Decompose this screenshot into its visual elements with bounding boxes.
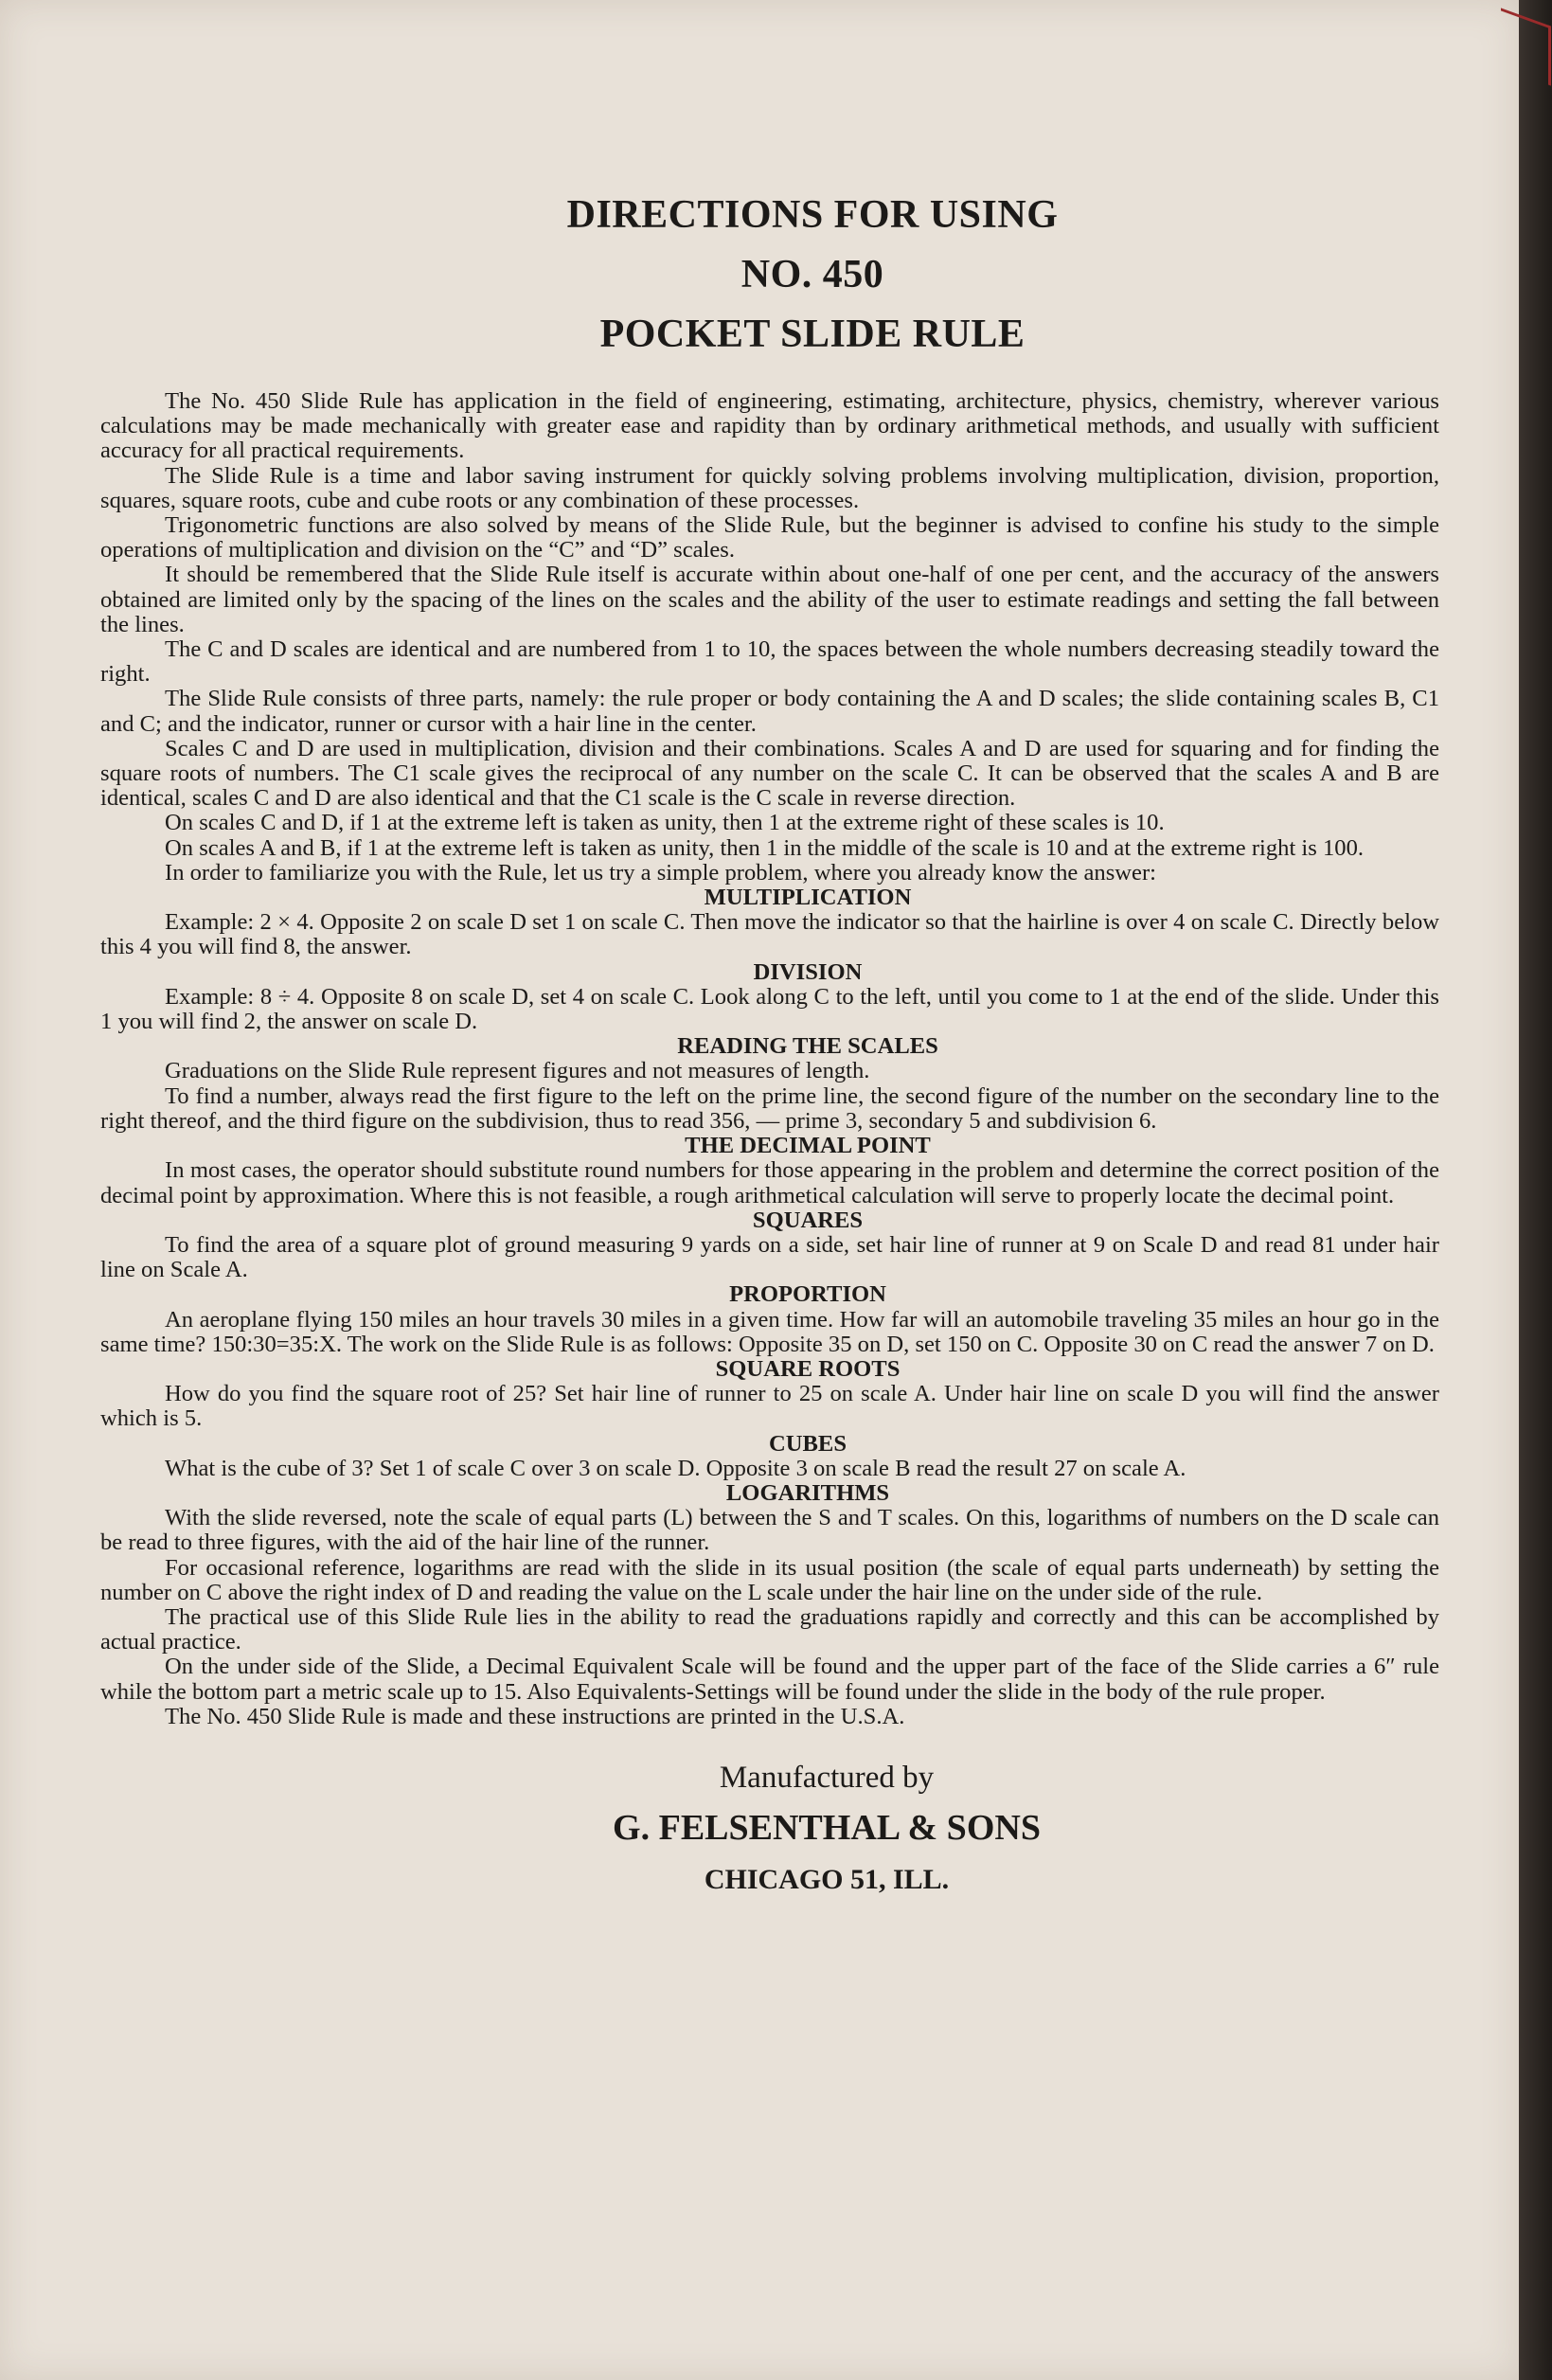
paragraph: The C and D scales are identical and are numbered from 1 to 10, the spaces between the whole numbers decreasing steadily toward the right. bbox=[100, 636, 1439, 688]
section-heading-square-roots: SQUARE ROOTS bbox=[715, 1355, 901, 1382]
section-text: To find the area of a square plot of ground measuring 9 yards on a side, set hair line of runner at 9 on Scale D and read 81 under hair line on Scale A. bbox=[100, 1231, 1439, 1283]
title-line-3: POCKET SLIDE RULE bbox=[599, 313, 1026, 356]
section-heading-decimal: THE DECIMAL POINT bbox=[685, 1133, 931, 1159]
paragraph: On scales C and D, if 1 at the extreme left is taken as unity, then 1 at the extreme right of these scales is 10. bbox=[165, 810, 1165, 836]
paragraph: It should be remembered that the Slide Rule itself is accurate within about one-half of one per cent, and the accuracy of the answers obtained are limited only by the spacing of the lines on the scales and the ability of the user to estimate readings and setting the fall between the lines. bbox=[100, 562, 1439, 637]
section-text: The No. 450 Slide Rule is made and these instructions are printed in the U.S.A. bbox=[165, 1703, 905, 1729]
section-text: What is the cube of 3? Set 1 of scale C over 3 on scale D. Opposite 3 on scale B read the result 27 on scale A. bbox=[165, 1455, 1186, 1481]
section-heading-division: DIVISION bbox=[753, 958, 863, 985]
document-content bbox=[100, 186, 1439, 1906]
manufacturer-city: CHICAGO 51, ILL. bbox=[704, 1863, 950, 1895]
manufacturer-block bbox=[214, 1754, 1439, 1906]
section-text: An aeroplane flying 150 miles an hour travels 30 miles in a given time. How far will an automobile traveling 35 miles an hour go in the same time? 150:30=35:X. The work on the Slide Rule is as follows: Opposite 35 on D, set 150 on C. Opposite 30 on C read the answer 7 on D. bbox=[100, 1306, 1439, 1357]
title-line-2: NO. 450 bbox=[740, 253, 884, 296]
document-title bbox=[186, 186, 1439, 365]
paragraph: Scales C and D are used in multiplication, division and their combinations. Scales A and D are used for squaring and for finding the square roots of numbers. The C1 scale gives the reciprocal of any number on the scale C. It can be observed that the scales A and B are identical, scales C and D are also identical and that the C1 scale is the C scale in reverse direction. bbox=[100, 735, 1439, 812]
section-heading-multiplication: MULTIPLICATION bbox=[704, 885, 912, 911]
section-text: Example: 2 × 4. Opposite 2 on scale D set 1 on scale C. Then move the indicator so that the hairline is over 4 on scale C. Directly below this 4 you will find 8, the answer. bbox=[100, 909, 1439, 960]
section-text: To find a number, always read the first figure to the left on the prime line, the second figure of the number on the secondary line to the right thereof, and the third figure on the subdivision, thus to read 356, — prime 3, secondary 5 and subdivision 6. bbox=[100, 1083, 1439, 1134]
section-heading-reading: READING THE SCALES bbox=[677, 1033, 938, 1060]
scan-background-edge bbox=[1519, 0, 1552, 2380]
document-body bbox=[100, 389, 1439, 1729]
paragraph: On scales A and B, if 1 at the extreme left is taken as unity, then 1 in the middle of the scale is 10 and at the extreme right is 100. bbox=[165, 834, 1365, 861]
section-text: On the under side of the Slide, a Decimal Equivalent Scale will be found and the upper part of the face of the Slide carries a 6″ rule while the bottom part a metric scale up to 15. Also Equivalents-Settings will be found under the slide in the body of the rule proper. bbox=[100, 1654, 1439, 1705]
section-text: Graduations on the Slide Rule represent figures and not measures of length. bbox=[165, 1058, 870, 1084]
paragraph: Trigonometric functions are also solved by means of the Slide Rule, but the beginner is advised to confine his study to the simple operations of multiplication and division on the “C” and “D” scales. bbox=[100, 512, 1439, 564]
section-heading-squares: SQUARES bbox=[752, 1207, 864, 1233]
paragraph: The Slide Rule consists of three parts, namely: the rule proper or body containing the A and D scales; the slide containing scales B, C1 and C; and the indicator, runner or cursor with a hair line in the center. bbox=[100, 686, 1439, 737]
section-text: Example: 8 ÷ 4. Opposite 8 on scale D, set 4 on scale C. Look along C to the left, until you come to 1 at the end of the slide. Under this 1 you will find 2, the answer on scale D. bbox=[100, 983, 1439, 1035]
title-line-1: DIRECTIONS FOR USING bbox=[566, 193, 1059, 237]
section-text: How do you find the square root of 25? Set hair line of runner to 25 on scale A. Under hair line on scale D you will find the answer which is 5. bbox=[100, 1381, 1439, 1432]
section-text: With the slide reversed, note the scale of equal parts (L) between the S and T scales. On this, logarithms of numbers on the D scale can be read to three figures, with the aid of the hair line of the runner. bbox=[100, 1505, 1439, 1556]
section-text: The practical use of this Slide Rule lies in the ability to read the graduations rapidly and correctly and this can be accomplished by actual practice. bbox=[100, 1603, 1439, 1655]
section-heading-proportion: PROPORTION bbox=[729, 1281, 886, 1308]
manufactured-by-label: Manufactured by bbox=[719, 1760, 935, 1795]
paragraph: In order to familiarize you with the Rule, let us try a simple problem, where you already know the answer: bbox=[165, 859, 1156, 886]
intro-paragraph: The No. 450 Slide Rule has application in the field of engineering, estimating, architecture, physics, chemistry, wherever various calculations may be made mechanically with greater ease and rapidity than by ordinary arithmetical methods, and usually with sufficient accuracy for all practical requirements. bbox=[100, 388, 1439, 464]
section-text: In most cases, the operator should substitute round numbers for those appearing in the problem and determine the correct position of the decimal point by approximation. Where this is not feasible, a rough arithmetical calculation will serve to properly locate the decimal point. bbox=[100, 1157, 1439, 1208]
section-text: For occasional reference, logarithms are read with the slide in its usual position (the scale of equal parts underneath) by setting the number on C above the right index of D and reading the value on the L scale under the hair line on the under side of the rule. bbox=[100, 1554, 1439, 1605]
section-heading-cubes: CUBES bbox=[768, 1430, 847, 1457]
section-heading-logarithms: LOGARITHMS bbox=[725, 1479, 890, 1506]
paragraph: The Slide Rule is a time and labor saving instrument for quickly solving problems involving multiplication, division, proportion, squares, square roots, cube and cube roots or any combination of these processes. bbox=[100, 462, 1439, 513]
manufacturer-name: G. FELSENTHAL & SONS bbox=[613, 1807, 1041, 1848]
